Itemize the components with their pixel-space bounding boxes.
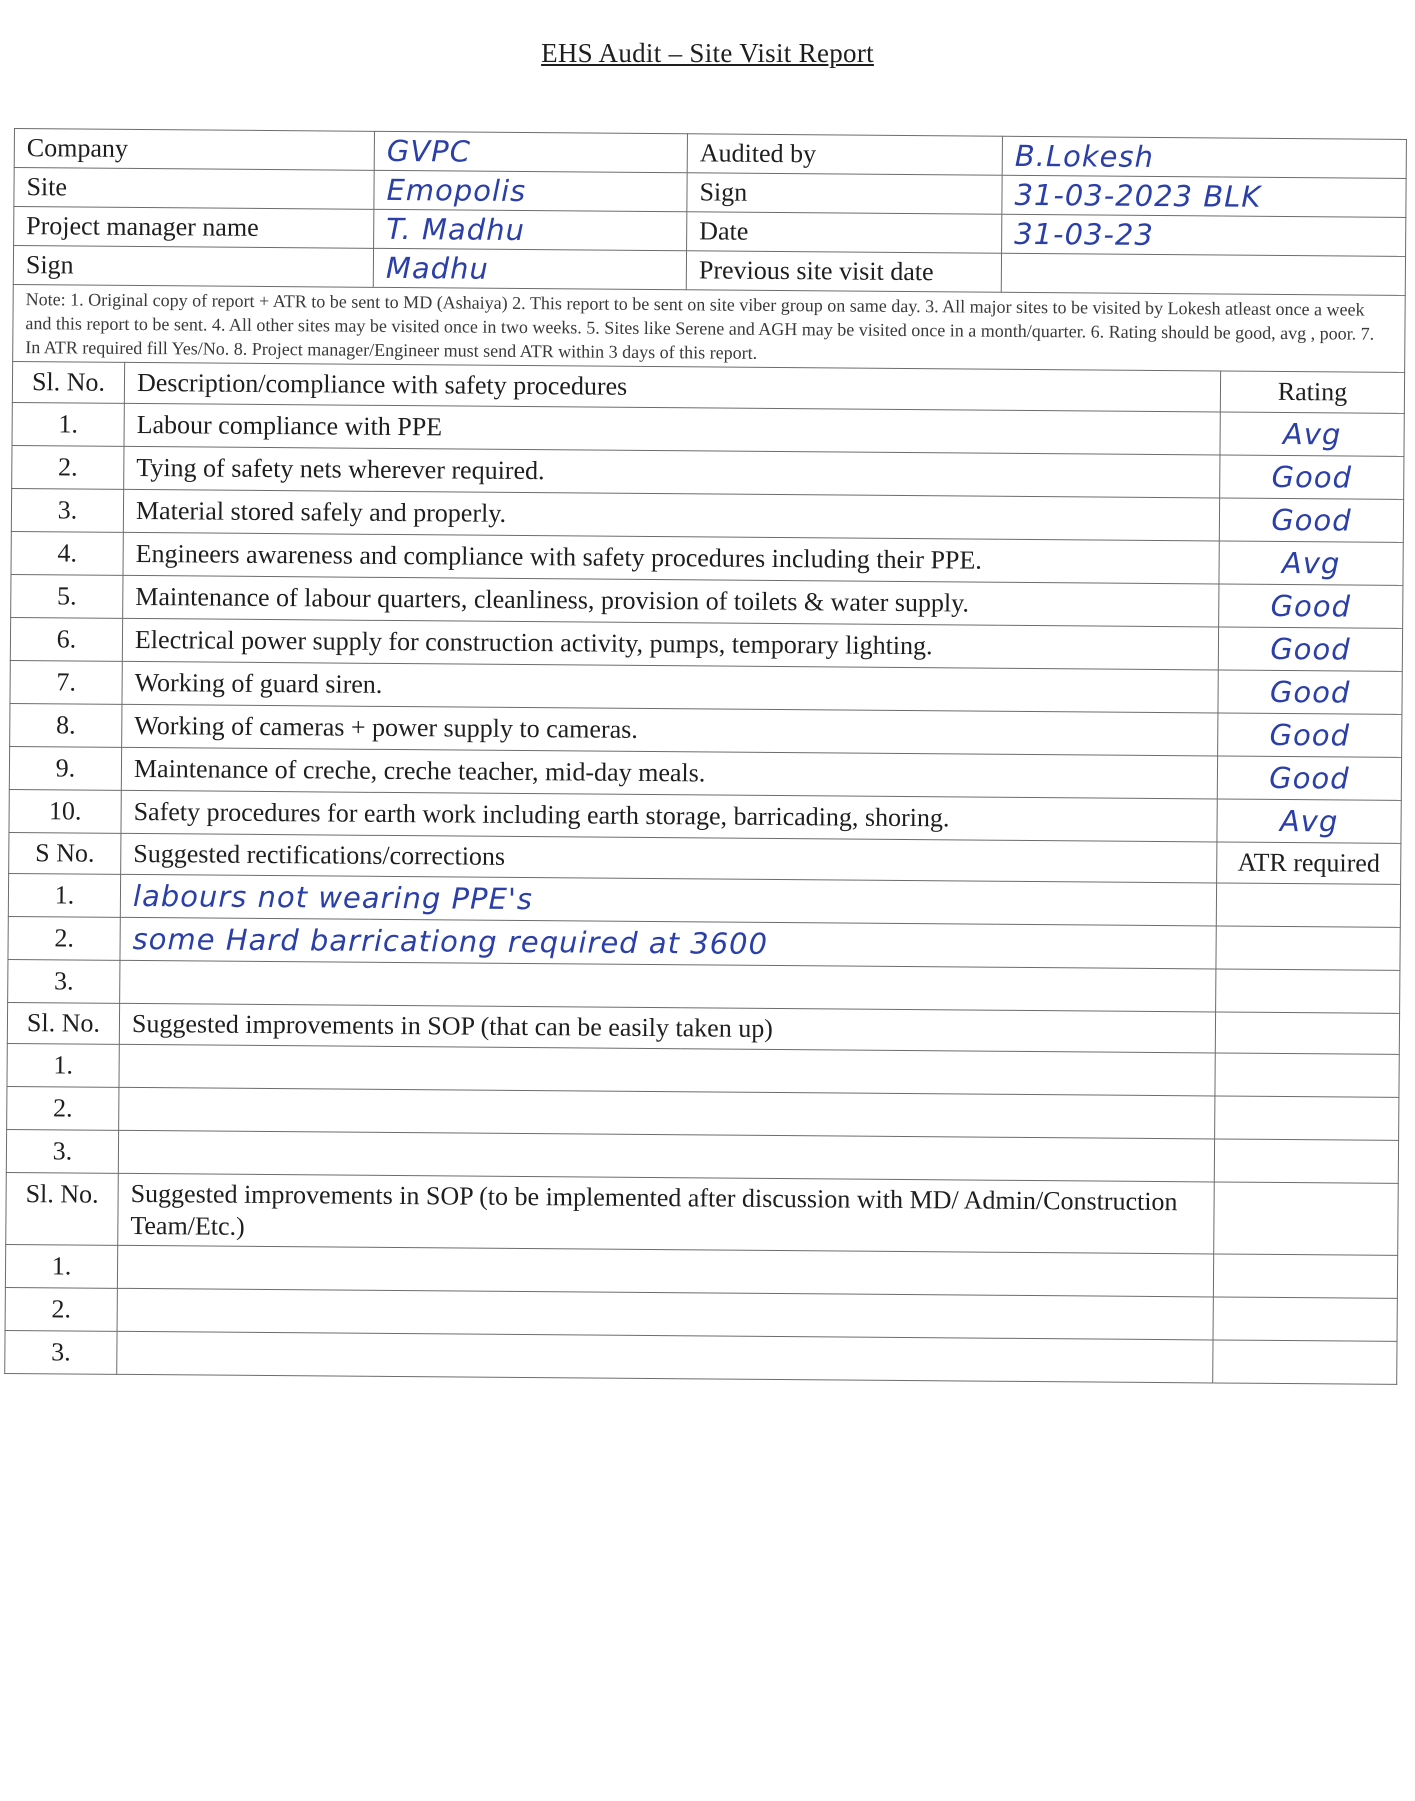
item-no: 2. [5, 1287, 117, 1331]
pm-sign-field[interactable]: Madhu [373, 248, 686, 289]
sop-easy-col-extra [1215, 1012, 1399, 1054]
rating-field[interactable]: Avg [1219, 541, 1403, 585]
rating-field[interactable]: Good [1219, 584, 1403, 628]
site-label: Site [14, 168, 374, 210]
rect-col-desc: Suggested rectifications/corrections [121, 833, 1217, 883]
sop-easy-col-desc: Suggested improvements in SOP (that can be easily taken up) [119, 1003, 1215, 1053]
item-desc: Maintenance of labour quarters, cleanliness, provision of toilets & water supply. [123, 575, 1219, 627]
item-desc: Safety procedures for earth work including earth storage, barricading, shoring. [121, 790, 1217, 842]
rating-field[interactable]: Good [1220, 455, 1404, 499]
site-field[interactable]: Emopolis [374, 170, 687, 211]
note-text: Note: 1. Original copy of report + ATR to be sent to MD (Ashaiya) 2. This report to be sent on site viber group on same day. 3. All major sites to be visited by Lokesh atleast once a week and this report to be sent. 4. All other sites may be visited once in two weeks. 5. Sites like Serene and AGH may be visited once in a month/quarter. 6. Rating should be good, avg , poor. 7. In ATR required fill Yes/No. 8. Project manager/Engineer must send ATR within 3 days of this report. [13, 284, 1406, 372]
pm-name-field[interactable]: T. Madhu [374, 209, 687, 250]
audit-form-table [4, 128, 1407, 1385]
item-desc: Engineers awareness and compliance with safety procedures including their PPE. [123, 532, 1219, 584]
sop-easy-extra-field[interactable] [1214, 1139, 1398, 1183]
item-no: 1. [8, 873, 120, 917]
item-no: 3. [11, 488, 123, 532]
sop-disc-field[interactable] [117, 1331, 1213, 1383]
company-field[interactable]: GVPC [374, 131, 687, 172]
item-no: 1. [7, 1043, 119, 1087]
sop-discussion-header-row [6, 1172, 1399, 1255]
item-no: 3. [5, 1330, 117, 1374]
sop-disc-extra-field[interactable] [1213, 1254, 1397, 1298]
rating-field[interactable]: Good [1219, 498, 1403, 542]
rating-field[interactable]: Avg [1220, 412, 1404, 456]
atr-field[interactable] [1216, 926, 1400, 970]
item-desc: Working of cameras + power supply to cameras. [122, 704, 1218, 756]
atr-field[interactable] [1216, 883, 1400, 927]
rating-field[interactable]: Avg [1217, 799, 1401, 843]
pm-label: Project manager name [14, 207, 374, 249]
sop-disc-col-no: Sl. No. [6, 1172, 119, 1245]
rectification-field[interactable]: some Hard barricationg required at 3600 [120, 917, 1216, 969]
item-no: 8. [10, 703, 122, 747]
rectification-field[interactable]: labours not wearing PPE's [120, 874, 1216, 926]
rating-field[interactable]: Good [1217, 756, 1401, 800]
auditor-sign-label: Sign [687, 173, 1002, 214]
pm-sign-label: Sign [13, 246, 373, 288]
item-no: 3. [8, 959, 120, 1003]
item-desc: Maintenance of creche, creche teacher, mid-day meals. [121, 747, 1217, 799]
rect-col-atr: ATR required [1217, 842, 1401, 884]
sop-disc-col-extra [1214, 1182, 1399, 1255]
atr-field[interactable] [1216, 969, 1400, 1013]
item-no: 7. [10, 660, 122, 704]
sop-disc-col-desc: Suggested improvements in SOP (to be implemented after discussion with MD/ Admin/Construction Team/Etc.) [118, 1173, 1215, 1254]
sop-easy-extra-field[interactable] [1215, 1096, 1399, 1140]
compliance-col-rating: Rating [1220, 371, 1404, 413]
note-row [13, 284, 1406, 372]
item-no: 1. [5, 1244, 117, 1288]
sop-disc-extra-field[interactable] [1213, 1340, 1397, 1384]
date-label: Date [687, 212, 1002, 253]
page-title: EHS Audit – Site Visit Report [541, 38, 874, 68]
item-desc: Tying of safety nets wherever required. [124, 446, 1220, 498]
item-no: 2. [12, 445, 124, 489]
rect-col-no: S No. [9, 832, 121, 874]
sop-easy-extra-field[interactable] [1215, 1053, 1399, 1097]
rating-field[interactable]: Good [1218, 670, 1402, 714]
auditor-sign-field[interactable]: 31-03-2023 BLK [1002, 175, 1406, 217]
item-no: 2. [8, 916, 120, 960]
item-no: 3. [6, 1129, 118, 1173]
audited-by-label: Audited by [687, 134, 1002, 175]
sop-disc-extra-field[interactable] [1213, 1297, 1397, 1341]
previous-visit-field[interactable] [1001, 253, 1405, 295]
compliance-col-no: Sl. No. [12, 361, 124, 403]
previous-visit-label: Previous site visit date [686, 251, 1001, 292]
item-desc: Working of guard siren. [122, 661, 1218, 713]
company-label: Company [14, 129, 374, 171]
item-no: 5. [11, 574, 123, 618]
item-no: 10. [9, 789, 121, 833]
item-desc: Labour compliance with PPE [124, 403, 1220, 455]
date-field[interactable]: 31-03-23 [1002, 214, 1406, 256]
item-no: 6. [10, 617, 122, 661]
rating-field[interactable]: Good [1218, 713, 1402, 757]
item-no: 2. [7, 1086, 119, 1130]
rating-field[interactable]: Good [1218, 627, 1402, 671]
item-desc: Electrical power supply for construction activity, pumps, temporary lighting. [122, 618, 1218, 670]
compliance-col-desc: Description/compliance with safety procedures [124, 362, 1220, 412]
audited-by-field[interactable]: B.Lokesh [1002, 136, 1406, 178]
item-desc: Material stored safely and properly. [123, 489, 1219, 541]
item-no: 9. [9, 746, 121, 790]
item-no: 4. [11, 531, 123, 575]
sop-easy-col-no: Sl. No. [7, 1002, 119, 1044]
item-no: 1. [12, 402, 124, 446]
